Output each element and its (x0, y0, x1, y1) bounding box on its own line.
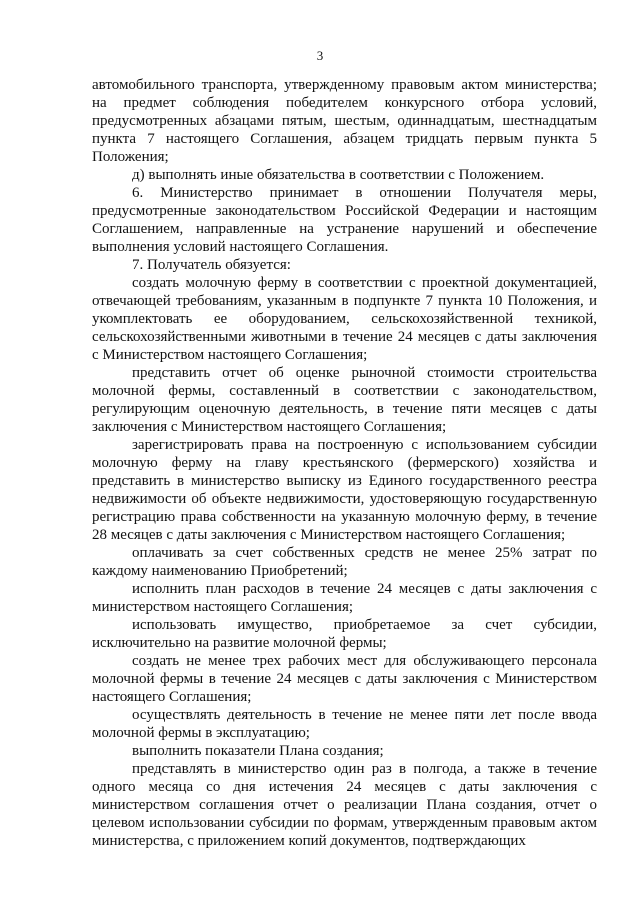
page-number: 3 (316, 48, 324, 63)
obligation-submit-reports: представлять в министерство один раз в полгода, а также в течение одного месяца со дня истечения 24 месяцев с даты заключения с министерством соглашения отчет о реализации Плана создания, отчет о целевом использовании субсидии по формам, утвержденным правовым актом министерства, с приложением копий документов, подтверждающих (92, 761, 597, 849)
obligation-register-rights: зарегистрировать права на построенную с использованием субсидии молочную ферму на главу крестьянского (фермерского) хозяйства и представить в министерство выписку из Единого государственного реестра недвижимости об объекте недвижимости, удостоверяющую государственную регистрацию права собственности на указанную молочную ферму, в течение 28 месяцев с даты заключения с Министерством настоящего Соглашения; (92, 437, 597, 543)
obligation-expense-plan: исполнить план расходов в течение 24 месяцев с даты заключения с министерством настоящего Соглашения; (92, 581, 597, 615)
obligation-operate-five-years: осуществлять деятельность в течение не менее пяти лет после ввода молочной фермы в эксплуатацию; (92, 707, 597, 741)
obligation-meet-indicators: выполнить показатели Плана создания; (132, 743, 384, 759)
paragraph-continuation: автомобильного транспорта, утвержденному правовым актом министерства; на предмет соблюдения победителем конкурсного отбора условий, предусмотренных абзацами пятым, шестым, одиннадцатым, шестнадцатым пункта 7 настоящего Соглашения, абзацем тридцать первым пункта 5 Положения; (92, 77, 597, 165)
obligation-create-farm: создать молочную ферму в соответствии с проектной документацией, отвечающей требованиям, указанным в подпункте 7 пункта 10 Положения, и укомплектовать ее оборудованием, сельскохозяйственной техникой, сельскохозяйственными животными в течение 24 месяцев с даты заключения с Министерством настоящего Соглашения; (92, 275, 597, 363)
obligation-use-property: использовать имущество, приобретаемое за счет субсидии, исключительно на развитие молочной фермы; (92, 617, 597, 651)
paragraph-item-d: д) выполнять иные обязательства в соответствии с Положением. (132, 167, 545, 183)
obligation-own-funds: оплачивать за счет собственных средств не менее 25% затрат по каждому наименованию Приобретений; (92, 545, 597, 579)
obligation-valuation-report: представить отчет об оценке рыночной стоимости строительства молочной фермы, составленный в соответствии с законодательством, регулирующим оценочную деятельность, в течение пяти месяцев с даты заключения с Министерством настоящего Соглашения; (92, 365, 597, 435)
document-body (92, 76, 597, 850)
paragraph-clause-7: 7. Получатель обязуется: (132, 257, 291, 273)
paragraph-clause-6: 6. Министерство принимает в отношении Получателя меры, предусмотренные законодательством Российской Федерации и настоящим Соглашением, направленные на устранение нарушений и обеспечение выполнения условий настоящего Соглашения. (92, 185, 597, 255)
obligation-create-jobs: создать не менее трех рабочих мест для обслуживающего персонала молочной фермы в течение 24 месяцев с даты заключения с Министерством настоящего Соглашения; (92, 653, 597, 705)
